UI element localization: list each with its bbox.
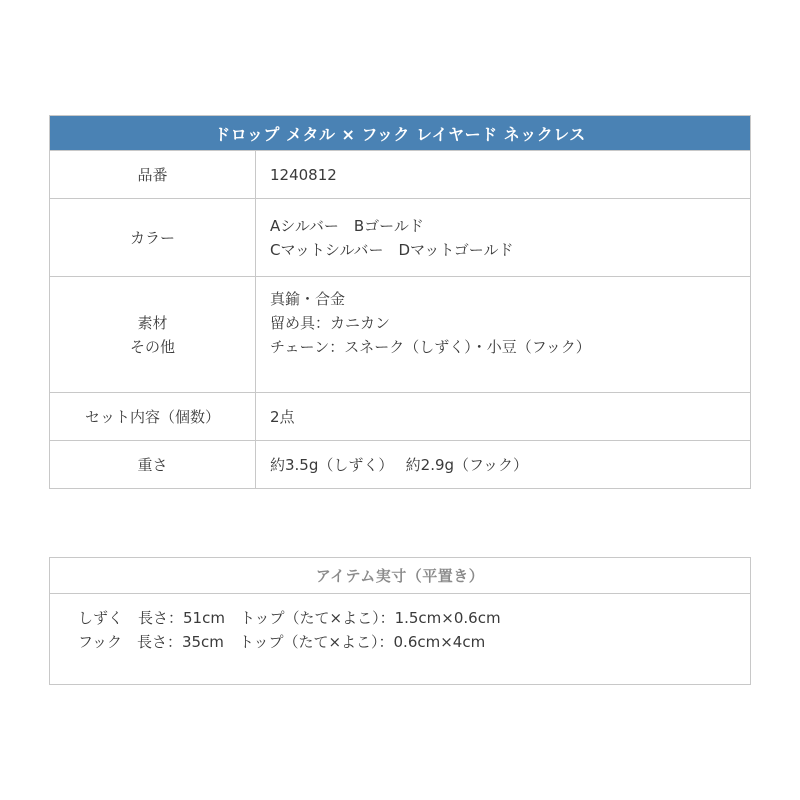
spec-row-color: [50, 198, 750, 276]
spec-row-set-contents: [50, 392, 750, 440]
spec-label-item-number: [50, 151, 256, 198]
size-title: アイテム実寸（平置き）: [50, 558, 750, 594]
spec-label-color: [50, 199, 256, 276]
spec-row-weight: [50, 440, 750, 488]
spec-label-text: 品番: [137, 165, 168, 184]
spec-value-text: 留め具：カニカン: [270, 314, 391, 332]
spec-label-weight: [50, 441, 256, 488]
spec-value-text: Aシルバー Bゴールド: [270, 216, 424, 235]
spec-label-set-contents: [50, 393, 256, 440]
spec-value-item-number: [256, 151, 750, 198]
spec-value-set-contents: [256, 393, 750, 440]
spec-value-color: [256, 199, 750, 276]
spec-row-material: [50, 276, 750, 392]
spec-table: [49, 115, 751, 489]
spec-label-text: セット内容（個数）: [84, 407, 220, 426]
spec-title: ドロップ メタル × フック レイヤード ネックレス: [50, 116, 750, 150]
spec-value-text: 2点: [270, 407, 295, 426]
size-body: [50, 594, 750, 654]
spec-label-text: その他: [129, 337, 175, 356]
spec-label-material: [50, 277, 256, 392]
spec-value-text: 1240812: [270, 165, 337, 184]
size-line-hook: フック 長さ：35cm トップ（たて×よこ）：0.6cm×4cm: [78, 633, 486, 651]
spec-value-text: Cマットシルバー Dマットゴールド: [270, 240, 514, 259]
spec-value-material: [256, 277, 750, 392]
spec-label-text: 重さ: [137, 455, 168, 474]
spec-value-text: 真鍮・合金: [270, 290, 346, 308]
spec-value-text: チェーン：スネーク（しずく）・小豆（フック）: [270, 338, 591, 356]
spec-value-weight: [256, 441, 750, 488]
spec-value-text: 約3.5g（しずく） 約2.9g（フック）: [270, 455, 528, 474]
spec-label-text: カラー: [129, 228, 175, 247]
size-box: [49, 557, 751, 685]
size-line-drop: しずく 長さ：51cm トップ（たて×よこ）：1.5cm×0.6cm: [78, 609, 501, 627]
spec-label-text: 素材: [137, 313, 168, 332]
spec-row-item-number: [50, 150, 750, 198]
